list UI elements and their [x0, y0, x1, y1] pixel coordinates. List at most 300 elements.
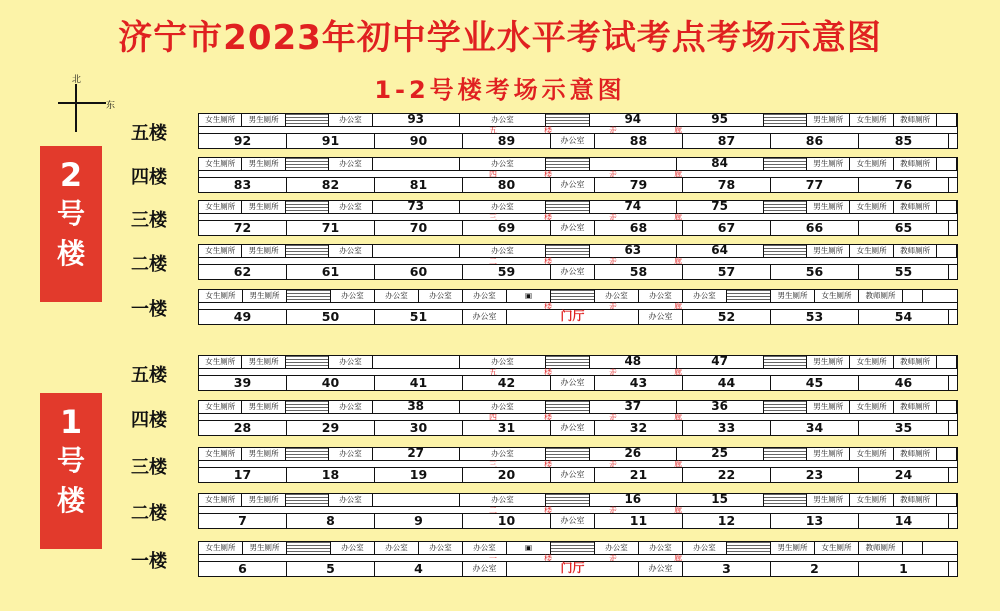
floor-plan — [198, 355, 958, 391]
exam-room: 91 — [287, 134, 375, 148]
exam-room: 26 — [590, 448, 677, 460]
exam-room: 27 — [373, 448, 460, 460]
floor-bottom-rooms — [199, 309, 957, 324]
exam-room: 43 — [595, 376, 683, 390]
male-restroom: 男生厕所 — [242, 245, 285, 257]
exam-room: 45 — [771, 376, 859, 390]
exam-room: 3 — [683, 562, 771, 576]
floor-bottom-rooms — [199, 177, 957, 192]
male-restroom: 男生厕所 — [807, 201, 850, 213]
exam-room: 10 — [463, 514, 551, 528]
compass-vertical-line — [75, 84, 77, 132]
office-room: 办公室 — [329, 201, 372, 213]
building-number: 2 — [59, 156, 83, 194]
corridor-char: 走 — [609, 170, 617, 179]
floor-bottom-rooms — [199, 420, 957, 435]
corridor-char: 五 — [489, 368, 497, 377]
exam-room: 83 — [199, 178, 287, 192]
building-number: 1 — [59, 403, 83, 441]
exam-room: 30 — [375, 421, 463, 435]
building-2-badge — [40, 146, 102, 302]
female-restroom: 女生厕所 — [850, 448, 893, 460]
male-restroom: 男生厕所 — [242, 356, 285, 368]
office-room: 办公室 — [329, 494, 372, 506]
stairs-icon — [287, 290, 331, 302]
male-restroom: 男生厕所 — [807, 114, 850, 126]
floor-bottom-rooms — [199, 467, 957, 482]
corridor-char: 廊 — [674, 257, 682, 266]
office-room: 办公室 — [551, 221, 595, 235]
exam-room: 67 — [683, 221, 771, 235]
floor-label: 三楼 — [131, 210, 167, 231]
exam-room — [373, 158, 460, 170]
exam-room: 23 — [771, 468, 859, 482]
stairs-icon — [764, 494, 807, 506]
exam-room — [373, 494, 460, 506]
female-restroom: 女生厕所 — [199, 356, 242, 368]
exam-room: 39 — [199, 376, 287, 390]
room-cell — [937, 448, 957, 460]
room-cell — [937, 401, 957, 413]
stairs-icon — [551, 290, 595, 302]
teacher-restroom: 教师厕所 — [894, 401, 937, 413]
corridor-char: 走 — [609, 460, 617, 469]
exam-room: 38 — [373, 401, 460, 413]
floor-plan — [198, 289, 958, 325]
female-restroom: 女生厕所 — [850, 356, 893, 368]
floor-plan — [198, 200, 958, 236]
exam-room: 28 — [199, 421, 287, 435]
exam-room: 57 — [683, 265, 771, 279]
building-char-lou: 楼 — [56, 484, 85, 517]
exam-room — [373, 356, 460, 368]
exam-room: 2 — [771, 562, 859, 576]
female-restroom: 女生厕所 — [850, 158, 893, 170]
corridor-char: 楼 — [544, 554, 552, 563]
exam-room: 74 — [590, 201, 677, 213]
office-room: 办公室 — [460, 356, 547, 368]
office-room: 办公室 — [463, 310, 507, 324]
exam-room: 78 — [683, 178, 771, 192]
exam-room: 24 — [859, 468, 949, 482]
office-room: 办公室 — [683, 542, 727, 554]
compass-north-label: 北 — [72, 75, 82, 85]
exam-room: 6 — [199, 562, 287, 576]
exam-room: 71 — [287, 221, 375, 235]
exam-room: 51 — [375, 310, 463, 324]
corridor-char: 楼 — [544, 170, 552, 179]
floor-label: 二楼 — [131, 254, 167, 275]
room-cell — [903, 290, 923, 302]
corridor-char: 廊 — [674, 170, 682, 179]
corridor-char: 走 — [609, 368, 617, 377]
exam-room: 77 — [771, 178, 859, 192]
office-room: 办公室 — [551, 421, 595, 435]
elevator-icon: ▣ — [507, 290, 551, 302]
female-restroom: 女生厕所 — [850, 201, 893, 213]
exam-room: 54 — [859, 310, 949, 324]
room-cell — [937, 158, 957, 170]
male-restroom: 男生厕所 — [242, 494, 285, 506]
exam-room — [373, 245, 460, 257]
stairs-icon — [286, 201, 329, 213]
exam-room: 14 — [859, 514, 949, 528]
floor-plan — [198, 447, 958, 483]
office-room: 办公室 — [331, 290, 375, 302]
stairs-icon — [286, 114, 329, 126]
exam-room: 81 — [375, 178, 463, 192]
exam-room: 62 — [199, 265, 287, 279]
exam-room: 7 — [199, 514, 287, 528]
exam-room: 75 — [677, 201, 764, 213]
floor-plan — [198, 157, 958, 193]
teacher-restroom: 教师厕所 — [859, 290, 903, 302]
office-room: 办公室 — [639, 310, 683, 324]
building-char-lou: 楼 — [56, 237, 85, 270]
exam-room: 84 — [677, 158, 764, 170]
room-cell — [937, 494, 957, 506]
exam-room: 86 — [771, 134, 859, 148]
female-restroom: 女生厕所 — [199, 245, 242, 257]
exam-room: 20 — [463, 468, 551, 482]
corridor-char: 廊 — [674, 506, 682, 515]
exam-room: 66 — [771, 221, 859, 235]
corridor-char: 廊 — [674, 460, 682, 469]
exam-room: 55 — [859, 265, 949, 279]
stairs-icon — [764, 114, 807, 126]
room-cell — [903, 542, 923, 554]
office-room: 办公室 — [460, 114, 547, 126]
corridor-char: 走 — [609, 554, 617, 563]
exam-room: 35 — [859, 421, 949, 435]
office-room: 办公室 — [463, 562, 507, 576]
floor-label: 五楼 — [131, 365, 167, 386]
floor-label: 一楼 — [131, 551, 167, 572]
office-room: 办公室 — [460, 494, 547, 506]
office-room: 办公室 — [551, 468, 595, 482]
exam-room: 4 — [375, 562, 463, 576]
corridor-char: 廊 — [674, 213, 682, 222]
teacher-restroom: 教师厕所 — [894, 494, 937, 506]
exam-room: 17 — [199, 468, 287, 482]
office-room: 办公室 — [375, 290, 419, 302]
exam-room: 92 — [199, 134, 287, 148]
exam-room: 87 — [683, 134, 771, 148]
corridor-char: 走 — [609, 506, 617, 515]
stairs-icon — [286, 448, 329, 460]
corridor-char: 楼 — [544, 368, 552, 377]
building-char-hao: 号 — [56, 444, 85, 477]
corridor-char: 二 — [489, 257, 497, 266]
stairs-icon — [764, 401, 807, 413]
male-restroom: 男生厕所 — [242, 114, 285, 126]
corridor-char: 廊 — [674, 554, 682, 563]
exam-room: 68 — [595, 221, 683, 235]
office-room: 办公室 — [551, 376, 595, 390]
corridor-char: 走 — [609, 302, 617, 311]
exam-room: 79 — [595, 178, 683, 192]
room-cell — [937, 356, 957, 368]
stairs-icon — [287, 542, 331, 554]
elevator-icon: ▣ — [507, 542, 551, 554]
floor-bottom-rooms — [199, 264, 957, 279]
corridor-char: 三 — [489, 213, 497, 222]
male-restroom: 男生厕所 — [807, 245, 850, 257]
office-room: 办公室 — [639, 562, 683, 576]
male-restroom: 男生厕所 — [771, 290, 815, 302]
office-room: 办公室 — [639, 542, 683, 554]
office-room: 办公室 — [375, 542, 419, 554]
exam-room: 56 — [771, 265, 859, 279]
exam-room: 12 — [683, 514, 771, 528]
floor-label: 五楼 — [131, 123, 167, 144]
exam-room: 13 — [771, 514, 859, 528]
exam-room: 95 — [677, 114, 764, 126]
floor-bottom-rooms — [199, 375, 957, 390]
exam-room: 93 — [373, 114, 460, 126]
corridor-char: 三 — [489, 460, 497, 469]
lobby: 门厅 — [507, 310, 639, 324]
exam-room: 50 — [287, 310, 375, 324]
building-1-badge — [40, 393, 102, 549]
exam-room: 89 — [463, 134, 551, 148]
compass-east-label: 东 — [106, 101, 116, 111]
office-room: 办公室 — [460, 158, 547, 170]
female-restroom: 女生厕所 — [815, 290, 859, 302]
floor-label: 一楼 — [131, 299, 167, 320]
floor-plan — [198, 400, 958, 436]
male-restroom: 男生厕所 — [807, 158, 850, 170]
stairs-icon — [546, 356, 589, 368]
floor-plan — [198, 113, 958, 149]
teacher-restroom: 教师厕所 — [859, 542, 903, 554]
exam-room: 41 — [375, 376, 463, 390]
corridor-char: 一 — [489, 554, 497, 563]
office-room: 办公室 — [460, 448, 547, 460]
exam-room: 85 — [859, 134, 949, 148]
exam-room: 72 — [199, 221, 287, 235]
stairs-icon — [764, 245, 807, 257]
office-room: 办公室 — [419, 542, 463, 554]
exam-room: 80 — [463, 178, 551, 192]
male-restroom: 男生厕所 — [242, 401, 285, 413]
male-restroom: 男生厕所 — [807, 494, 850, 506]
exam-room: 16 — [590, 494, 677, 506]
teacher-restroom: 教师厕所 — [894, 245, 937, 257]
stairs-icon — [764, 356, 807, 368]
exam-room: 18 — [287, 468, 375, 482]
exam-room: 15 — [677, 494, 764, 506]
corridor-char: 走 — [609, 213, 617, 222]
exam-room: 88 — [595, 134, 683, 148]
corridor-char: 走 — [609, 126, 617, 135]
corridor-char: 廊 — [674, 413, 682, 422]
exam-room: 32 — [595, 421, 683, 435]
lobby: 门厅 — [507, 562, 639, 576]
office-room: 办公室 — [329, 158, 372, 170]
office-room: 办公室 — [595, 542, 639, 554]
office-room: 办公室 — [595, 290, 639, 302]
floor-label: 三楼 — [131, 457, 167, 478]
exam-room: 37 — [590, 401, 677, 413]
male-restroom: 男生厕所 — [807, 401, 850, 413]
floor-bottom-rooms — [199, 220, 957, 235]
office-room: 办公室 — [683, 290, 727, 302]
exam-room: 11 — [595, 514, 683, 528]
exam-room: 82 — [287, 178, 375, 192]
office-room: 办公室 — [329, 114, 372, 126]
exam-room: 31 — [463, 421, 551, 435]
corridor-char: 走 — [609, 257, 617, 266]
corridor-char: 楼 — [544, 460, 552, 469]
female-restroom: 女生厕所 — [199, 290, 243, 302]
corridor-char: 楼 — [544, 302, 552, 311]
stairs-icon — [286, 401, 329, 413]
male-restroom: 男生厕所 — [807, 448, 850, 460]
office-room: 办公室 — [329, 356, 372, 368]
office-room: 办公室 — [329, 245, 372, 257]
female-restroom: 女生厕所 — [850, 114, 893, 126]
exam-room: 49 — [199, 310, 287, 324]
corridor-char: 走 — [609, 413, 617, 422]
female-restroom: 女生厕所 — [199, 158, 242, 170]
exam-room — [590, 158, 677, 170]
corridor-char: 四 — [489, 170, 497, 179]
female-restroom: 女生厕所 — [199, 542, 243, 554]
exam-room: 8 — [287, 514, 375, 528]
corridor-char: 楼 — [544, 213, 552, 222]
office-room: 办公室 — [639, 290, 683, 302]
floor-plan — [198, 493, 958, 529]
female-restroom: 女生厕所 — [199, 448, 242, 460]
exam-room: 22 — [683, 468, 771, 482]
male-restroom: 男生厕所 — [242, 201, 285, 213]
room-cell — [937, 201, 957, 213]
corridor-char: 二 — [489, 506, 497, 515]
office-room: 办公室 — [460, 401, 547, 413]
exam-room: 40 — [287, 376, 375, 390]
exam-room: 90 — [375, 134, 463, 148]
exam-room: 29 — [287, 421, 375, 435]
exam-room: 47 — [677, 356, 764, 368]
exam-room: 48 — [590, 356, 677, 368]
stairs-icon — [286, 356, 329, 368]
exam-room: 63 — [590, 245, 677, 257]
exam-room: 46 — [859, 376, 949, 390]
stairs-icon — [727, 542, 771, 554]
exam-room: 70 — [375, 221, 463, 235]
page-title: 济宁市2023年初中学业水平考试考点考场示意图 — [118, 18, 882, 58]
exam-room: 65 — [859, 221, 949, 235]
teacher-restroom: 教师厕所 — [894, 448, 937, 460]
office-room: 办公室 — [331, 542, 375, 554]
page-subtitle: 1-2号楼考场示意图 — [374, 76, 626, 104]
stairs-icon — [727, 290, 771, 302]
exam-room: 58 — [595, 265, 683, 279]
floor-bottom-rooms — [199, 513, 957, 528]
office-room: 办公室 — [551, 178, 595, 192]
teacher-restroom: 教师厕所 — [894, 158, 937, 170]
stairs-icon — [764, 158, 807, 170]
compass — [58, 72, 118, 134]
corridor-char: 楼 — [544, 126, 552, 135]
floor-label: 四楼 — [131, 410, 167, 431]
exam-room: 59 — [463, 265, 551, 279]
female-restroom: 女生厕所 — [199, 114, 242, 126]
male-restroom: 男生厕所 — [243, 542, 287, 554]
stairs-icon — [546, 158, 589, 170]
female-restroom: 女生厕所 — [850, 494, 893, 506]
male-restroom: 男生厕所 — [242, 448, 285, 460]
floor-plan — [198, 244, 958, 280]
stairs-icon — [286, 245, 329, 257]
exam-room: 21 — [595, 468, 683, 482]
exam-room: 94 — [590, 114, 677, 126]
exam-room: 64 — [677, 245, 764, 257]
exam-room: 76 — [859, 178, 949, 192]
stairs-icon — [546, 494, 589, 506]
female-restroom: 女生厕所 — [815, 542, 859, 554]
exam-room: 53 — [771, 310, 859, 324]
exam-room: 5 — [287, 562, 375, 576]
building-char-hao: 号 — [56, 197, 85, 230]
male-restroom: 男生厕所 — [242, 158, 285, 170]
room-cell — [937, 114, 957, 126]
male-restroom: 男生厕所 — [807, 356, 850, 368]
female-restroom: 女生厕所 — [199, 494, 242, 506]
corridor-char: 廊 — [674, 126, 682, 135]
floor-bottom-rooms — [199, 133, 957, 148]
office-room: 办公室 — [551, 265, 595, 279]
exam-room: 69 — [463, 221, 551, 235]
teacher-restroom: 教师厕所 — [894, 356, 937, 368]
stairs-icon — [546, 245, 589, 257]
stairs-icon — [546, 114, 589, 126]
office-room: 办公室 — [329, 401, 372, 413]
stairs-icon — [286, 494, 329, 506]
exam-room: 42 — [463, 376, 551, 390]
exam-room: 73 — [373, 201, 460, 213]
female-restroom: 女生厕所 — [850, 245, 893, 257]
corridor-char: 廊 — [674, 302, 682, 311]
exam-room: 44 — [683, 376, 771, 390]
exam-room: 25 — [677, 448, 764, 460]
stairs-icon — [546, 448, 589, 460]
corridor-char: 四 — [489, 413, 497, 422]
exam-room: 52 — [683, 310, 771, 324]
exam-room: 1 — [859, 562, 949, 576]
floor-plan — [198, 541, 958, 577]
floor-label: 四楼 — [131, 167, 167, 188]
corridor-char: 五 — [489, 126, 497, 135]
male-restroom: 男生厕所 — [243, 290, 287, 302]
corridor-char: 楼 — [544, 257, 552, 266]
office-room: 办公室 — [551, 514, 595, 528]
stairs-icon — [764, 448, 807, 460]
compass-horizontal-line — [58, 102, 106, 104]
floor-bottom-rooms — [199, 561, 957, 576]
office-room: 办公室 — [463, 290, 507, 302]
corridor-char: 楼 — [544, 506, 552, 515]
exam-room: 61 — [287, 265, 375, 279]
exam-room: 60 — [375, 265, 463, 279]
exam-room: 19 — [375, 468, 463, 482]
office-room: 办公室 — [460, 245, 547, 257]
stairs-icon — [546, 401, 589, 413]
teacher-restroom: 教师厕所 — [894, 201, 937, 213]
exam-room: 9 — [375, 514, 463, 528]
teacher-restroom: 教师厕所 — [894, 114, 937, 126]
